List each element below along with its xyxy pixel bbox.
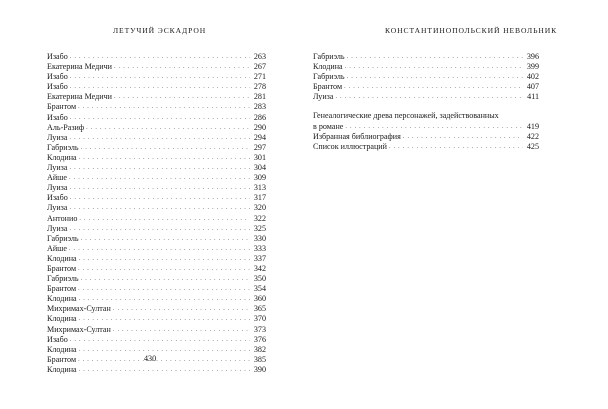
- toc-entry[interactable]: [313, 52, 539, 62]
- entry-name: Избранная библиография: [313, 131, 401, 141]
- entry-name: Габриэль: [47, 233, 79, 243]
- leader-dots: [70, 335, 250, 345]
- leader-dots: [344, 82, 523, 92]
- entry-page: 322: [253, 213, 266, 223]
- entry-page: 333: [253, 243, 266, 253]
- leader-dots: [345, 122, 523, 132]
- entry-name: Луиза: [47, 203, 68, 213]
- entry-name: Луиза: [47, 183, 68, 193]
- entry-name: Клодина: [47, 253, 77, 263]
- toc-entry[interactable]: [47, 102, 266, 112]
- entry-name: в романе: [313, 121, 344, 131]
- leader-dots: [78, 264, 250, 274]
- toc-entry[interactable]: [47, 314, 266, 324]
- toc-entry[interactable]: [47, 113, 266, 123]
- toc-entry[interactable]: [47, 203, 266, 213]
- leader-dots: [79, 214, 250, 224]
- entry-name: Аль-Разиф: [47, 122, 85, 132]
- leader-dots: [70, 82, 250, 92]
- entry-page: 407: [526, 82, 539, 92]
- entry-name: Брантом: [313, 82, 343, 92]
- entry-name: Брантом: [47, 263, 77, 273]
- entry-name: Михримах-Султан: [47, 304, 111, 314]
- entry-page: 325: [253, 223, 266, 233]
- entry-name: Габриэль: [47, 142, 79, 152]
- entry-name: Изабо: [47, 193, 68, 203]
- leader-dots: [79, 294, 250, 304]
- toc-entry[interactable]: [47, 153, 266, 163]
- running-head-left: ЛЕТУЧИЙ ЭСКАДРОН: [113, 26, 207, 35]
- entry-name: Габриэль: [313, 72, 345, 82]
- entry-page: 313: [253, 183, 266, 193]
- leader-dots: [345, 62, 523, 72]
- entry-page: 320: [253, 203, 266, 213]
- toc-entry[interactable]: [47, 304, 266, 314]
- entry-page: 278: [253, 82, 266, 92]
- toc-entry[interactable]: [47, 254, 266, 264]
- leader-dots: [79, 345, 250, 355]
- toc-entry[interactable]: [47, 143, 266, 153]
- toc-list-left: [47, 52, 266, 375]
- entry-name: Клодина: [47, 314, 77, 324]
- entry-name: Луиза: [313, 92, 334, 102]
- entry-page: 376: [253, 334, 266, 344]
- entry-name: Екатерина Медичи: [47, 92, 113, 102]
- entry-page: 354: [253, 284, 266, 294]
- toc-entry[interactable]: [313, 72, 539, 82]
- toc-entry[interactable]: [47, 284, 266, 294]
- toc-entry[interactable]: [313, 122, 539, 132]
- toc-entry[interactable]: [47, 214, 266, 224]
- toc-entry[interactable]: [47, 62, 266, 72]
- entry-name: Габриэль: [47, 274, 79, 284]
- toc-entry[interactable]: [47, 365, 266, 375]
- entry-name: Клодина: [47, 294, 77, 304]
- leader-dots: [78, 355, 250, 365]
- leader-dots: [114, 92, 250, 102]
- entry-page: 283: [253, 102, 266, 112]
- toc-entry[interactable]: [47, 274, 266, 284]
- toc-list-right: [313, 52, 539, 152]
- leader-dots: [78, 102, 250, 112]
- entry-page: 402: [526, 72, 539, 82]
- entry-name: Екатерина Медичи: [47, 62, 113, 72]
- leader-dots: [69, 163, 250, 173]
- entry-page: 317: [253, 193, 266, 203]
- entry-page: 267: [253, 62, 266, 72]
- toc-entry[interactable]: [47, 52, 266, 62]
- leader-dots: [79, 153, 250, 163]
- leader-dots: [347, 52, 523, 62]
- toc-entry[interactable]: [47, 183, 266, 193]
- leader-dots: [79, 365, 250, 375]
- leader-dots: [79, 254, 250, 264]
- toc-entry[interactable]: [313, 62, 539, 72]
- leader-dots: [81, 274, 250, 284]
- entry-page: 271: [253, 72, 266, 82]
- entry-name: Клодина: [47, 364, 77, 374]
- entry-name: Габриэль: [313, 52, 345, 61]
- leader-dots: [335, 92, 523, 102]
- entry-page: 360: [253, 294, 266, 304]
- leader-dots: [113, 325, 250, 335]
- entry-page: 396: [526, 52, 539, 61]
- toc-entry[interactable]: [313, 132, 539, 142]
- leader-dots: [114, 62, 250, 72]
- genealogy-entry-line1[interactable]: Генеалогические древа персонажей, задействованных: [313, 111, 499, 121]
- running-head-right: КОНСТАНТИНОПОЛЬСКИЙ НЕВОЛЬНИК: [385, 26, 558, 35]
- leader-dots: [69, 183, 250, 193]
- toc-entry[interactable]: [47, 244, 266, 254]
- entry-name: Изабо: [47, 72, 68, 82]
- leader-dots: [347, 72, 523, 82]
- toc-entry[interactable]: [47, 264, 266, 274]
- entry-name: Антонио: [47, 213, 78, 223]
- entry-name: Изабо: [47, 52, 68, 61]
- entry-page: 399: [526, 62, 539, 72]
- toc-entry[interactable]: [47, 345, 266, 355]
- leader-dots: [70, 52, 250, 62]
- toc-entry[interactable]: [47, 325, 266, 335]
- entry-page: 370: [253, 314, 266, 324]
- entry-name: Луиза: [47, 163, 68, 173]
- entry-page: 385: [253, 354, 266, 364]
- toc-entry[interactable]: [47, 193, 266, 203]
- entry-name: Клодина: [47, 152, 77, 162]
- entry-page: 365: [253, 304, 266, 314]
- entry-name: Брантом: [47, 284, 77, 294]
- entry-name: Изабо: [47, 82, 68, 92]
- leader-dots: [70, 72, 250, 82]
- entry-page: 304: [253, 163, 266, 173]
- entry-page: 301: [253, 152, 266, 162]
- leader-dots: [81, 234, 250, 244]
- toc-entry[interactable]: [47, 294, 266, 304]
- toc-entry[interactable]: [47, 163, 266, 173]
- toc-entry[interactable]: [47, 92, 266, 102]
- toc-entry[interactable]: [47, 335, 266, 345]
- entry-page: 425: [526, 141, 539, 151]
- leader-dots: [70, 193, 250, 203]
- entry-name: Брантом: [47, 354, 77, 364]
- toc-entry[interactable]: [47, 82, 266, 92]
- entry-page: 297: [253, 142, 266, 152]
- entry-page: 281: [253, 92, 266, 102]
- toc-entry[interactable]: [47, 133, 266, 143]
- entry-page: 330: [253, 233, 266, 243]
- leader-dots: [78, 284, 250, 294]
- section-gap: [313, 102, 539, 111]
- entry-page: 263: [253, 52, 266, 61]
- entry-name: Айше: [47, 243, 68, 253]
- entry-name: Клодина: [313, 62, 343, 72]
- toc-entry[interactable]: [313, 92, 539, 102]
- page-number: 430: [144, 354, 157, 363]
- leader-dots: [69, 173, 250, 183]
- toc-entry[interactable]: [47, 173, 266, 183]
- entry-name: Брантом: [47, 102, 77, 112]
- toc-entry[interactable]: [47, 355, 266, 365]
- entry-name: Список иллюстраций: [313, 141, 387, 151]
- entry-page: 419: [526, 121, 539, 131]
- entry-page: 390: [253, 364, 266, 374]
- toc-entry[interactable]: [47, 224, 266, 234]
- leader-dots: [69, 133, 250, 143]
- leader-dots: [403, 132, 523, 142]
- leader-dots: [389, 142, 523, 152]
- entry-page: 411: [527, 92, 539, 102]
- entry-name: Луиза: [47, 132, 68, 142]
- entry-page: 286: [253, 112, 266, 122]
- leader-dots: [79, 314, 250, 324]
- leader-dots: [81, 143, 250, 153]
- right-page: [304, 0, 608, 409]
- entry-page: 309: [253, 173, 266, 183]
- entry-page: 382: [253, 344, 266, 354]
- entry-page: 337: [253, 253, 266, 263]
- entry-page: 422: [526, 131, 539, 141]
- entry-name: Изабо: [47, 334, 68, 344]
- entry-page: 342: [253, 263, 266, 273]
- leader-dots: [69, 224, 250, 234]
- entry-name: Луиза: [47, 223, 68, 233]
- entry-page: 294: [253, 132, 266, 142]
- toc-entry[interactable]: [47, 72, 266, 82]
- entry-page: 290: [253, 122, 266, 132]
- leader-dots: [86, 123, 250, 133]
- toc-entry[interactable]: [47, 123, 266, 133]
- entry-page: 350: [253, 274, 266, 284]
- leader-dots: [70, 113, 250, 123]
- toc-entry[interactable]: [313, 82, 539, 92]
- entry-name: Михримах-Султан: [47, 324, 111, 334]
- entry-name: Клодина: [47, 344, 77, 354]
- entry-name: Айше: [47, 173, 68, 183]
- leader-dots: [69, 203, 250, 213]
- toc-entry[interactable]: [313, 142, 539, 152]
- leader-dots: [69, 244, 250, 254]
- leader-dots: [113, 304, 250, 314]
- toc-entry[interactable]: [47, 234, 266, 244]
- entry-name: Изабо: [47, 112, 68, 122]
- entry-page: 373: [253, 324, 266, 334]
